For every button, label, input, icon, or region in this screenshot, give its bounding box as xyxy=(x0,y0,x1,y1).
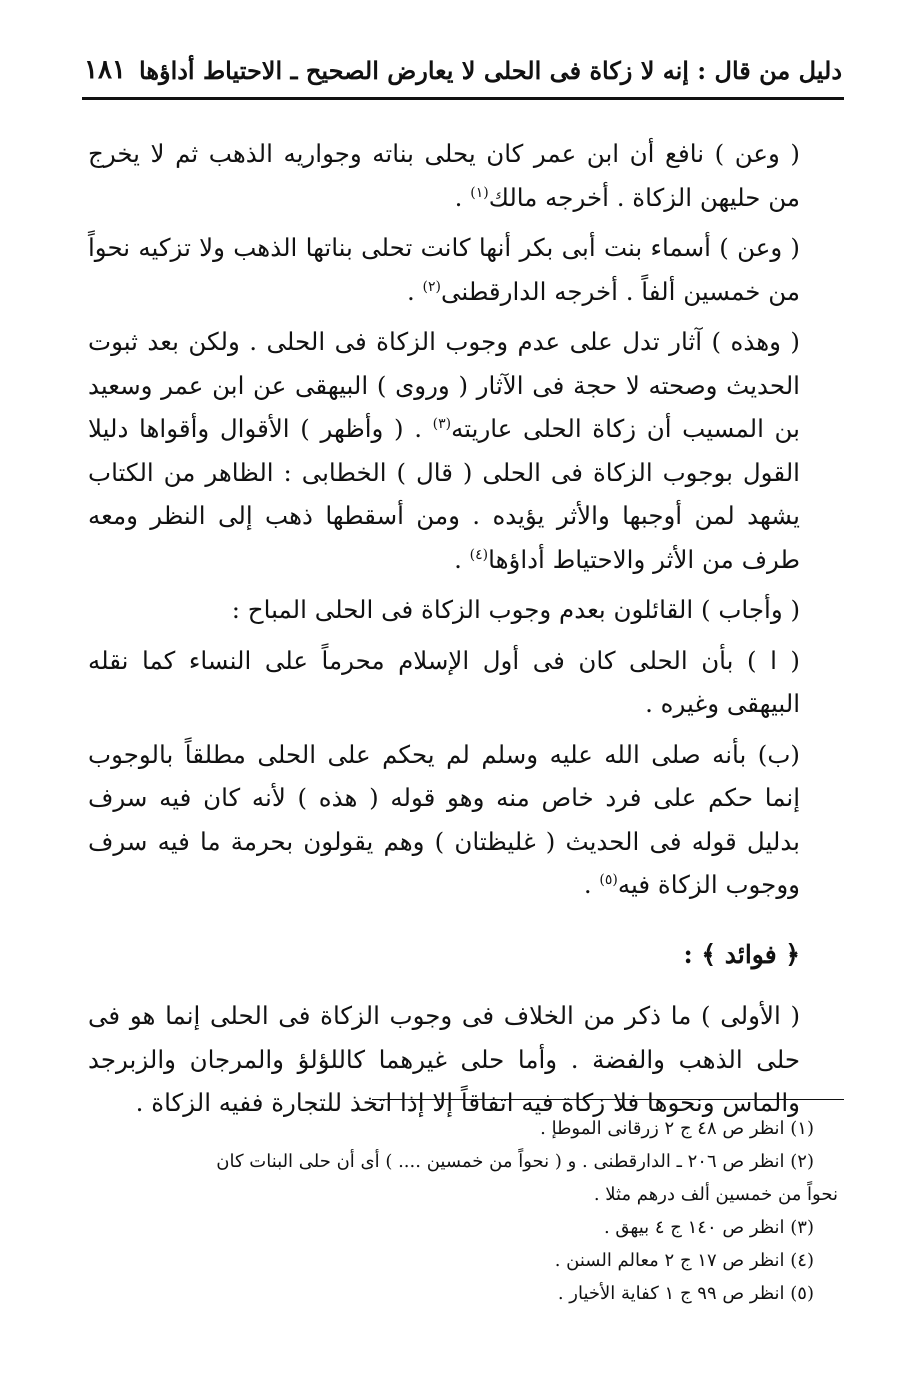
paragraph-tail: . xyxy=(406,276,423,306)
footnote-2: (٢) انظر ص ٢٠٦ ـ الدارقطنى . و ( نحواً من خمسين .... ) أى أن حلى البنات كان xyxy=(216,1151,814,1172)
paragraph-4 xyxy=(88,588,834,632)
paragraph-text: ( وأجاب ) القائلون بعدم وجوب الزكاة فى الحلى المباح : xyxy=(231,595,800,624)
paragraph-item-b xyxy=(88,733,834,907)
footnote-divider xyxy=(372,1099,844,1100)
footnote-5: (٥) انظر ص ٩٩ ج ١ كفاية الأخيار . xyxy=(557,1283,814,1304)
running-header xyxy=(84,46,842,94)
running-header-title: دليل من قال : إنه لا زكاة فى الحلى لا يعارض الصحيح ـ الاحتياط أداؤها xyxy=(139,55,842,85)
footnote-1: (١) انظر ص ٤٨ ج ٢ زرقانى الموطإ . xyxy=(540,1118,814,1139)
main-text xyxy=(88,132,834,1132)
footnote-3: (٣) انظر ص ١٤٠ ج ٤ بيهق . xyxy=(603,1217,814,1238)
paragraph-text: ( وعن ) أسماء بنت أبى بكر أنها كانت تحلى بناتها الذهب ولا تزكيه نحواً من خمسين ألفاً . أخرجه الدارقطنى xyxy=(88,233,800,306)
paragraph-tail: . xyxy=(583,870,600,899)
paragraph-item-a xyxy=(88,639,834,726)
paragraph-text: ( الأولى ) ما ذكر من الخلاف فى وجوب الزكاة فى الحلى إنما هو فى حلى الذهب والفضة . وأما حلى غيرهما كاللؤلؤ والمرجان والزبرجد والماس ونحوها فلا زكاة فيه اتفاقاً إلا إذا اتخذ للتجارة ففيه الزكاة . xyxy=(88,1001,800,1117)
paragraph-text: ( ا ) بأن الحلى كان فى أول الإسلام محرماً على النساء كما نقله البيهقى وغيره . xyxy=(88,645,800,718)
paragraph-tail: . xyxy=(454,544,470,574)
footnote-4: (٤) انظر ص ١٧ ج ٢ معالم السنن . xyxy=(554,1250,814,1271)
paragraph-tail: . xyxy=(454,182,471,212)
footnote-ref: (٢) xyxy=(422,278,442,295)
footnote-ref: (١) xyxy=(470,184,489,201)
paragraph-tail: . ( وأظهر ) الأقوال وأقواها دليلا القول بوجوب الزكاة فى الحلى ( قال ) الخطابى : الظاهر من الكتاب يشهد لمن أوجبها والأثر يؤيده . ومن أسقطها ذهب إلى النظر ومعه طرف من الأثر والاحتياط أداؤها xyxy=(88,414,800,574)
paragraph-text: ( وعن ) نافع أن ابن عمر كان يحلى بناته وجواريه الذهب ثم لا يخرج من حليهن الزكاة . أخرجه مالك xyxy=(88,139,800,212)
page-number: ١٨١ xyxy=(84,55,126,85)
footnote-ref: (٣) xyxy=(432,415,452,432)
footnote-ref: (٥) xyxy=(599,871,618,888)
footnote-ref: (٤) xyxy=(469,546,489,563)
paragraph-text: ( وهذه ) آثار تدل على عدم وجوب الزكاة فى الحلى . ولكن بعد ثبوت الحديث وصحته لا حجة فى الآثار ( وروى ) البيهقى عن ابن عمر وسعيد بن المسيب أن زكاة الحلى عاريته xyxy=(88,327,800,443)
benefit-1 xyxy=(88,994,834,1125)
footnotes xyxy=(88,1112,838,1310)
header-divider xyxy=(82,97,844,100)
paragraph-1 xyxy=(88,132,834,219)
paragraph-3 xyxy=(88,320,834,581)
paragraph-text: (ب) بأنه صلى الله عليه وسلم لم يحكم على الحلى مطلقاً بالوجوب إنما حكم على فرد خاص منه وهو قوله ( هذه ) لأنه كان فيه سرف بدليل قوله فى الحديث ( غليظتان ) وهم يقولون بحرمة ما فيه سرف ووجوب الزكاة فيه xyxy=(88,739,800,899)
section-heading: ﴿ فوائد ﴾ : xyxy=(683,939,800,969)
paragraph-2 xyxy=(88,226,834,313)
footnote-2-continuation: نحواً من خمسين ألف درهم مثلا . xyxy=(593,1184,838,1205)
